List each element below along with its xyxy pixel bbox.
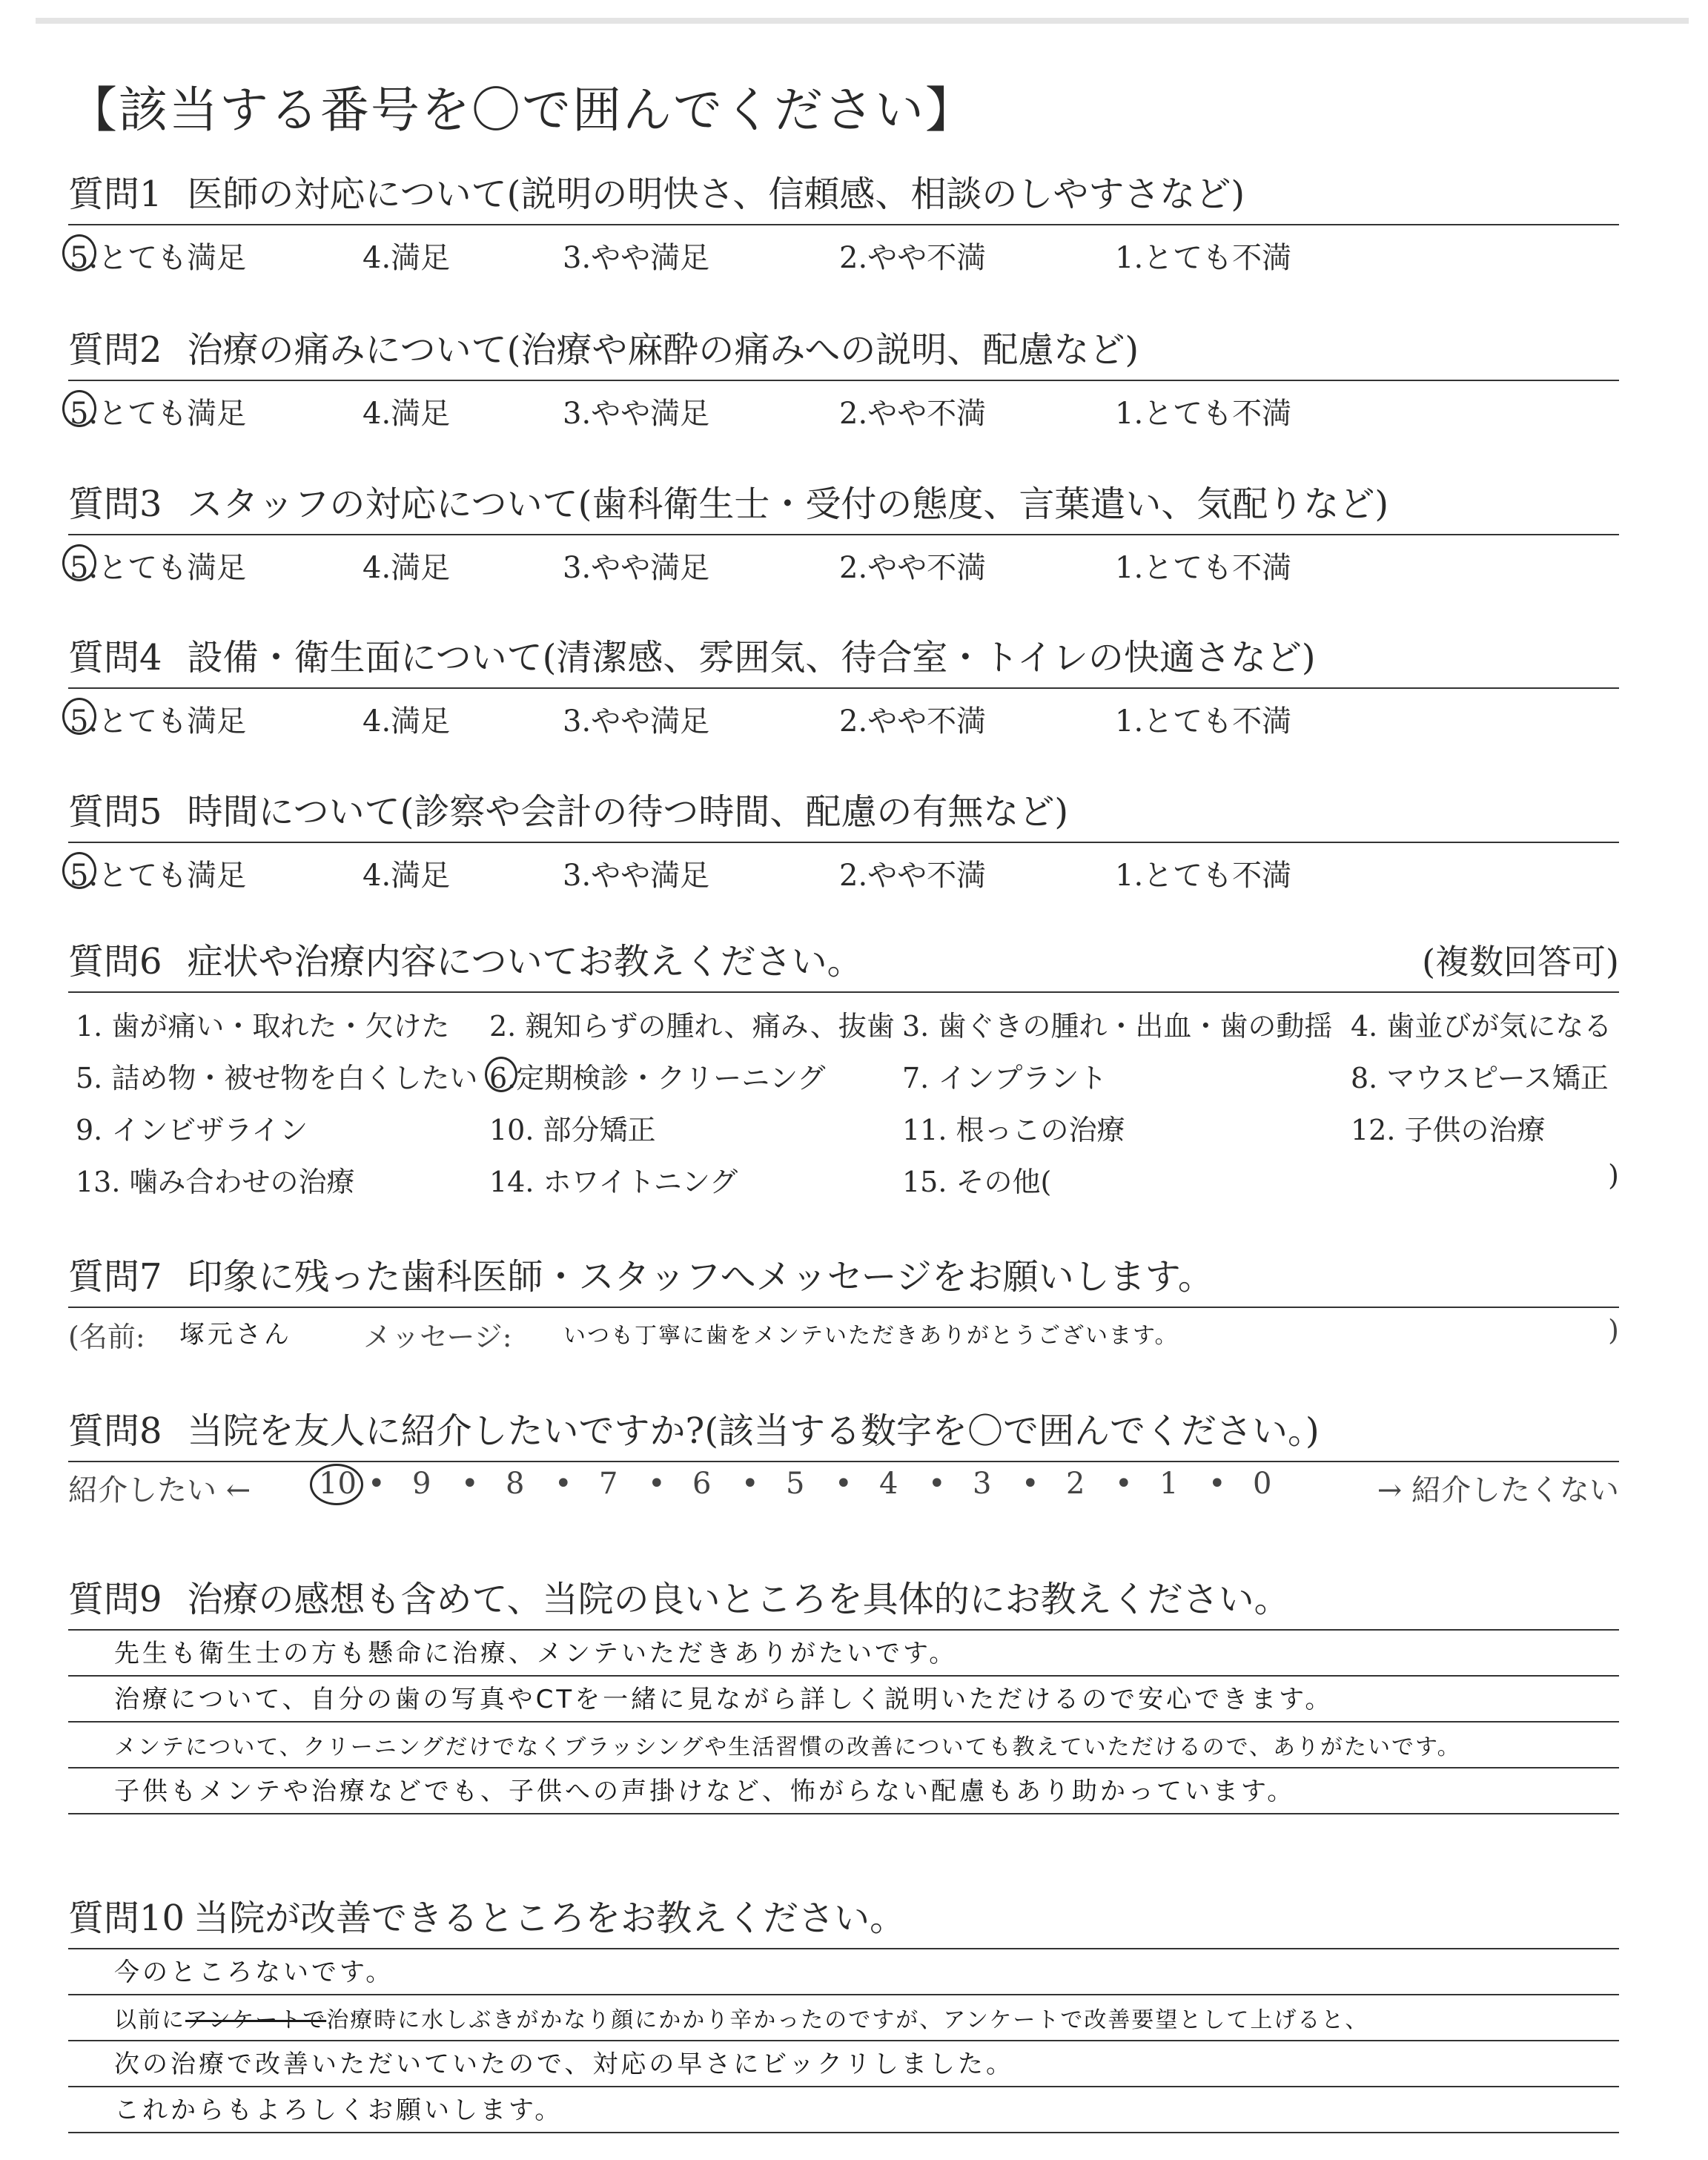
question-2 bbox=[68, 326, 1619, 432]
question-title: 時間について(診察や会計の待つ時間、配慮の有無など) bbox=[187, 791, 1069, 833]
symptom-option[interactable]: 2. 親知らずの腫れ、痛み、抜歯 bbox=[489, 1010, 895, 1043]
option-label: やや不満 bbox=[867, 704, 987, 739]
option-number: 4. bbox=[363, 241, 391, 275]
symptom-option[interactable]: 3. 歯ぐきの腫れ・出血・歯の動揺 bbox=[902, 1010, 1333, 1043]
question-number: 質問7 bbox=[68, 1256, 162, 1298]
handwritten-answer: メンテについて、クリーニングだけでなくブラッシングや生活習慣の改善についても教えていただけるので、ありがたいです。 bbox=[114, 1734, 1461, 1760]
rating-option[interactable] bbox=[839, 698, 986, 740]
symptom-option[interactable]: 10. 部分矯正 bbox=[489, 1114, 656, 1146]
option-label: やや不満 bbox=[867, 397, 987, 431]
scale-value[interactable]: 0 bbox=[1253, 1467, 1272, 1501]
selection-circle bbox=[485, 1057, 517, 1092]
question-number: 質問2 bbox=[68, 329, 162, 371]
selection-circle bbox=[62, 698, 96, 735]
message-label: メッセージ: bbox=[363, 1321, 512, 1353]
symptom-options bbox=[68, 993, 1619, 1208]
question-5 bbox=[68, 788, 1619, 894]
selection-circle bbox=[62, 852, 96, 889]
option-label: とても不満 bbox=[1143, 551, 1292, 585]
recommend-scale bbox=[68, 1462, 1619, 1507]
selection-circle bbox=[62, 234, 96, 271]
question-8 bbox=[68, 1407, 1619, 1507]
option-label: やや不満 bbox=[867, 551, 987, 585]
question-title: 治療の感想も含めて、当院の良いところを具体的にお教えください。 bbox=[187, 1579, 1290, 1620]
option-number: 4. bbox=[363, 859, 391, 893]
message-line bbox=[68, 1308, 1619, 1353]
option-label: やや不満 bbox=[867, 241, 987, 275]
handwritten-answer: 子供もメンテや治療などでも、子供への声掛けなど、怖がらない配慮もあり助かっています。 bbox=[114, 1777, 1296, 1806]
scale-value[interactable]: 3 bbox=[973, 1467, 992, 1501]
scale-value[interactable]: 1 bbox=[1159, 1467, 1179, 1501]
option-number: 5. bbox=[70, 704, 99, 739]
symptom-option[interactable]: 11. 根っこの治療 bbox=[902, 1114, 1125, 1146]
option-number: 5. bbox=[70, 397, 99, 431]
symptom-option[interactable]: ) bbox=[1608, 1159, 1619, 1192]
option-number: 3. bbox=[563, 241, 592, 275]
question-title: 設備・衛生面について(清潔感、雰囲気、待合室・トイレの快適さなど) bbox=[187, 637, 1316, 678]
option-number: 3. bbox=[563, 859, 592, 893]
question-6 bbox=[68, 938, 1619, 1208]
option-number: 1. bbox=[1115, 704, 1144, 739]
scale-separator: • bbox=[555, 1467, 572, 1501]
option-label: とても満足 bbox=[98, 704, 247, 739]
scale-separator: • bbox=[928, 1467, 946, 1501]
option-label: 満足 bbox=[391, 241, 451, 275]
option-number: 2. bbox=[839, 859, 868, 893]
question-title: 当院が改善できるところをお教えください。 bbox=[193, 1898, 906, 1939]
question-3 bbox=[68, 480, 1619, 586]
option-label: やや満足 bbox=[591, 551, 710, 585]
rating-option[interactable] bbox=[1115, 544, 1291, 587]
scale-value[interactable]: 6 bbox=[692, 1467, 712, 1501]
rating-choices bbox=[68, 386, 1619, 432]
option-number: 5. bbox=[70, 859, 99, 893]
question-rule bbox=[68, 224, 1619, 225]
question-10 bbox=[68, 1895, 1619, 2133]
option-number: 4. bbox=[363, 551, 391, 585]
scale-value[interactable]: 10 bbox=[319, 1467, 357, 1501]
question-number: 質問4 bbox=[68, 637, 162, 678]
answer-line bbox=[68, 1995, 1619, 2041]
struck-out-text: アンケートで bbox=[185, 2007, 327, 2033]
handwritten-answer: 今のところないです。 bbox=[114, 1958, 394, 1987]
scale-value[interactable]: 5 bbox=[786, 1467, 805, 1501]
scale-separator: • bbox=[1115, 1467, 1133, 1501]
symptom-option[interactable]: 13. 噛み合わせの治療 bbox=[76, 1166, 355, 1198]
rating-option[interactable] bbox=[1115, 852, 1291, 894]
option-label: とても不満 bbox=[1143, 704, 1292, 739]
question-7 bbox=[68, 1253, 1619, 1353]
option-label: とても満足 bbox=[98, 551, 247, 585]
handwritten-answer bbox=[114, 2001, 1368, 2034]
question-number: 質問6 bbox=[68, 941, 162, 982]
rating-option[interactable] bbox=[1115, 390, 1291, 432]
option-number: 1. bbox=[1115, 241, 1144, 275]
name-label: (名前: bbox=[68, 1321, 145, 1353]
scale-value[interactable]: 7 bbox=[599, 1467, 618, 1501]
question-rule bbox=[68, 534, 1619, 535]
question-4 bbox=[68, 634, 1619, 739]
answer-line bbox=[68, 1723, 1619, 1768]
selection-circle bbox=[62, 390, 96, 427]
rating-option[interactable] bbox=[363, 234, 450, 277]
option-label: 満足 bbox=[391, 397, 451, 431]
answer-line bbox=[68, 1631, 1619, 1677]
question-9 bbox=[68, 1576, 1619, 1814]
option-label: 満足 bbox=[391, 551, 451, 585]
symptom-option[interactable]: 9. インビザライン bbox=[76, 1114, 308, 1146]
handwritten-answer: 次の治療で改善いただいていたので、対応の早さにビックリしました。 bbox=[114, 2050, 1014, 2079]
rating-option[interactable] bbox=[563, 852, 709, 894]
answer-fragment: 治療時に水しぶきがかなり顔にかかり辛かったのですが、アンケートで改善要望として上げると、 bbox=[326, 2007, 1369, 2033]
option-label: とても満足 bbox=[98, 859, 247, 893]
scale-value[interactable]: 2 bbox=[1066, 1467, 1085, 1501]
symptom-option[interactable]: 7. インプラント bbox=[902, 1062, 1108, 1094]
scale-value[interactable]: 8 bbox=[506, 1467, 525, 1501]
symptom-option[interactable]: 12. 子供の治療 bbox=[1351, 1114, 1546, 1146]
rating-option[interactable] bbox=[363, 698, 450, 740]
option-number: 4. bbox=[363, 704, 391, 739]
option-number: 5. bbox=[70, 551, 99, 585]
answer-fragment: 以前に bbox=[114, 2007, 185, 2033]
option-number: 5. bbox=[70, 241, 99, 275]
option-number: 2. bbox=[839, 397, 868, 431]
rating-option[interactable] bbox=[839, 390, 986, 432]
question-number: 質問5 bbox=[68, 791, 162, 833]
option-label: とても不満 bbox=[1143, 241, 1292, 275]
scale-value[interactable]: 9 bbox=[412, 1467, 431, 1501]
symptom-option[interactable]: 8. マウスピース矯正 bbox=[1351, 1062, 1609, 1094]
question-title: 当院を友人に紹介したいですか?(該当する数字を〇で囲んでください。) bbox=[187, 1410, 1320, 1452]
symptom-option[interactable]: 5. 詰め物・被せ物を白くしたい bbox=[76, 1062, 478, 1094]
rating-option[interactable] bbox=[839, 544, 986, 587]
option-number: 1. bbox=[1115, 859, 1144, 893]
rating-option[interactable] bbox=[563, 698, 709, 740]
scale-separator: • bbox=[741, 1467, 759, 1501]
symptom-option[interactable]: 14. ホワイトニング bbox=[489, 1166, 738, 1198]
question-number: 質問10 bbox=[68, 1898, 185, 1939]
rating-choices bbox=[68, 230, 1619, 276]
handwritten-answer: これからもよろしくお願いします。 bbox=[114, 2095, 563, 2125]
option-number: 2. bbox=[839, 241, 868, 275]
question-rule bbox=[68, 380, 1619, 381]
symptom-option[interactable]: 6.定期検診・クリーニング bbox=[489, 1062, 826, 1094]
question-number: 質問1 bbox=[68, 174, 162, 215]
option-label: 満足 bbox=[391, 859, 451, 893]
scale-separator: • bbox=[368, 1467, 385, 1501]
rating-option[interactable] bbox=[563, 390, 709, 432]
option-label: とても満足 bbox=[98, 241, 247, 275]
rating-option[interactable] bbox=[1115, 698, 1291, 740]
option-label: 満足 bbox=[391, 704, 451, 739]
handwritten-answer: 先生も衛生士の方も懸命に治療、メンテいただきありがたいです。 bbox=[114, 1639, 958, 1668]
option-number: 3. bbox=[563, 704, 592, 739]
option-number: 1. bbox=[1115, 551, 1144, 585]
question-title: 医師の対応について(説明の明快さ、信頼感、相談のしやすさなど) bbox=[187, 174, 1245, 215]
question-rule bbox=[68, 687, 1619, 689]
question-rule bbox=[68, 842, 1619, 843]
option-number: 2. bbox=[839, 551, 868, 585]
option-number: 1. bbox=[1115, 397, 1144, 431]
answer-line bbox=[68, 1768, 1619, 1814]
handwritten-answer: 治療について、自分の歯の写真やCTを一緒に見ながら詳しく説明いただけるので安心できます。 bbox=[114, 1685, 1334, 1714]
rating-option[interactable] bbox=[1115, 234, 1291, 277]
question-title: 印象に残った歯科医師・スタッフへメッセージをお願いします。 bbox=[187, 1256, 1214, 1298]
selection-circle bbox=[310, 1464, 363, 1505]
rating-option[interactable] bbox=[363, 852, 450, 894]
question-number: 質問8 bbox=[68, 1410, 162, 1452]
scan-top-edge bbox=[36, 18, 1689, 24]
rating-choices bbox=[68, 693, 1619, 739]
answer-line bbox=[68, 2087, 1619, 2133]
symptom-option[interactable]: 4. 歯並びが気になる bbox=[1351, 1010, 1612, 1043]
rating-option[interactable] bbox=[839, 234, 986, 277]
symptom-option[interactable]: 1. 歯が痛い・取れた・欠けた bbox=[76, 1010, 450, 1043]
instruction-header: 【該当する番号を〇で囲んでください】 bbox=[68, 82, 976, 139]
message-value: いつも丁寧に歯をメンテいただきありがとうございます。 bbox=[563, 1323, 1179, 1349]
option-label: やや満足 bbox=[591, 859, 710, 893]
scale-right-label: → 紹介したくない bbox=[1377, 1473, 1619, 1507]
close-paren: ) bbox=[1608, 1314, 1619, 1347]
rating-option[interactable] bbox=[363, 544, 450, 587]
scale-value[interactable]: 4 bbox=[879, 1467, 898, 1501]
question-number: 質問9 bbox=[68, 1579, 162, 1620]
symptom-option[interactable]: 15. その他( bbox=[902, 1166, 1052, 1198]
name-value: 塚元さん bbox=[179, 1320, 292, 1350]
option-label: やや満足 bbox=[591, 704, 710, 739]
option-number: 3. bbox=[563, 551, 592, 585]
scale-left-label: 紹介したい ← bbox=[68, 1473, 251, 1507]
rating-option[interactable] bbox=[563, 234, 709, 277]
rating-choices bbox=[68, 540, 1619, 586]
rating-option[interactable] bbox=[363, 390, 450, 432]
option-label: とても不満 bbox=[1143, 397, 1292, 431]
scale-separator: • bbox=[835, 1467, 853, 1501]
multiple-answer-note: (複数回答可) bbox=[1422, 942, 1619, 982]
option-label: やや満足 bbox=[591, 397, 710, 431]
question-1 bbox=[68, 171, 1619, 276]
option-number: 2. bbox=[839, 704, 868, 739]
selection-circle bbox=[62, 544, 96, 581]
option-number: 4. bbox=[363, 397, 391, 431]
option-label: とても不満 bbox=[1143, 859, 1292, 893]
option-label: やや不満 bbox=[867, 859, 987, 893]
scale-separator: • bbox=[461, 1467, 479, 1501]
rating-option[interactable] bbox=[839, 852, 986, 894]
rating-choices bbox=[68, 848, 1619, 894]
question-title: スタッフの対応について(歯科衛生士・受付の態度、言葉遣い、気配りなど) bbox=[187, 483, 1389, 525]
rating-option[interactable] bbox=[563, 544, 709, 587]
option-number: 3. bbox=[563, 397, 592, 431]
answer-line bbox=[68, 1677, 1619, 1723]
option-label: やや満足 bbox=[591, 241, 710, 275]
question-title: 治療の痛みについて(治療や麻酔の痛みへの説明、配慮など) bbox=[187, 329, 1139, 371]
answer-line bbox=[68, 1949, 1619, 1995]
scale-separator: • bbox=[1208, 1467, 1226, 1501]
option-label: とても満足 bbox=[98, 397, 247, 431]
scale-separator: • bbox=[1022, 1467, 1039, 1501]
question-number: 質問3 bbox=[68, 483, 162, 525]
answer-line bbox=[68, 2041, 1619, 2087]
question-title: 症状や治療内容についてお教えください。 bbox=[187, 941, 863, 982]
scale-separator: • bbox=[648, 1467, 666, 1501]
